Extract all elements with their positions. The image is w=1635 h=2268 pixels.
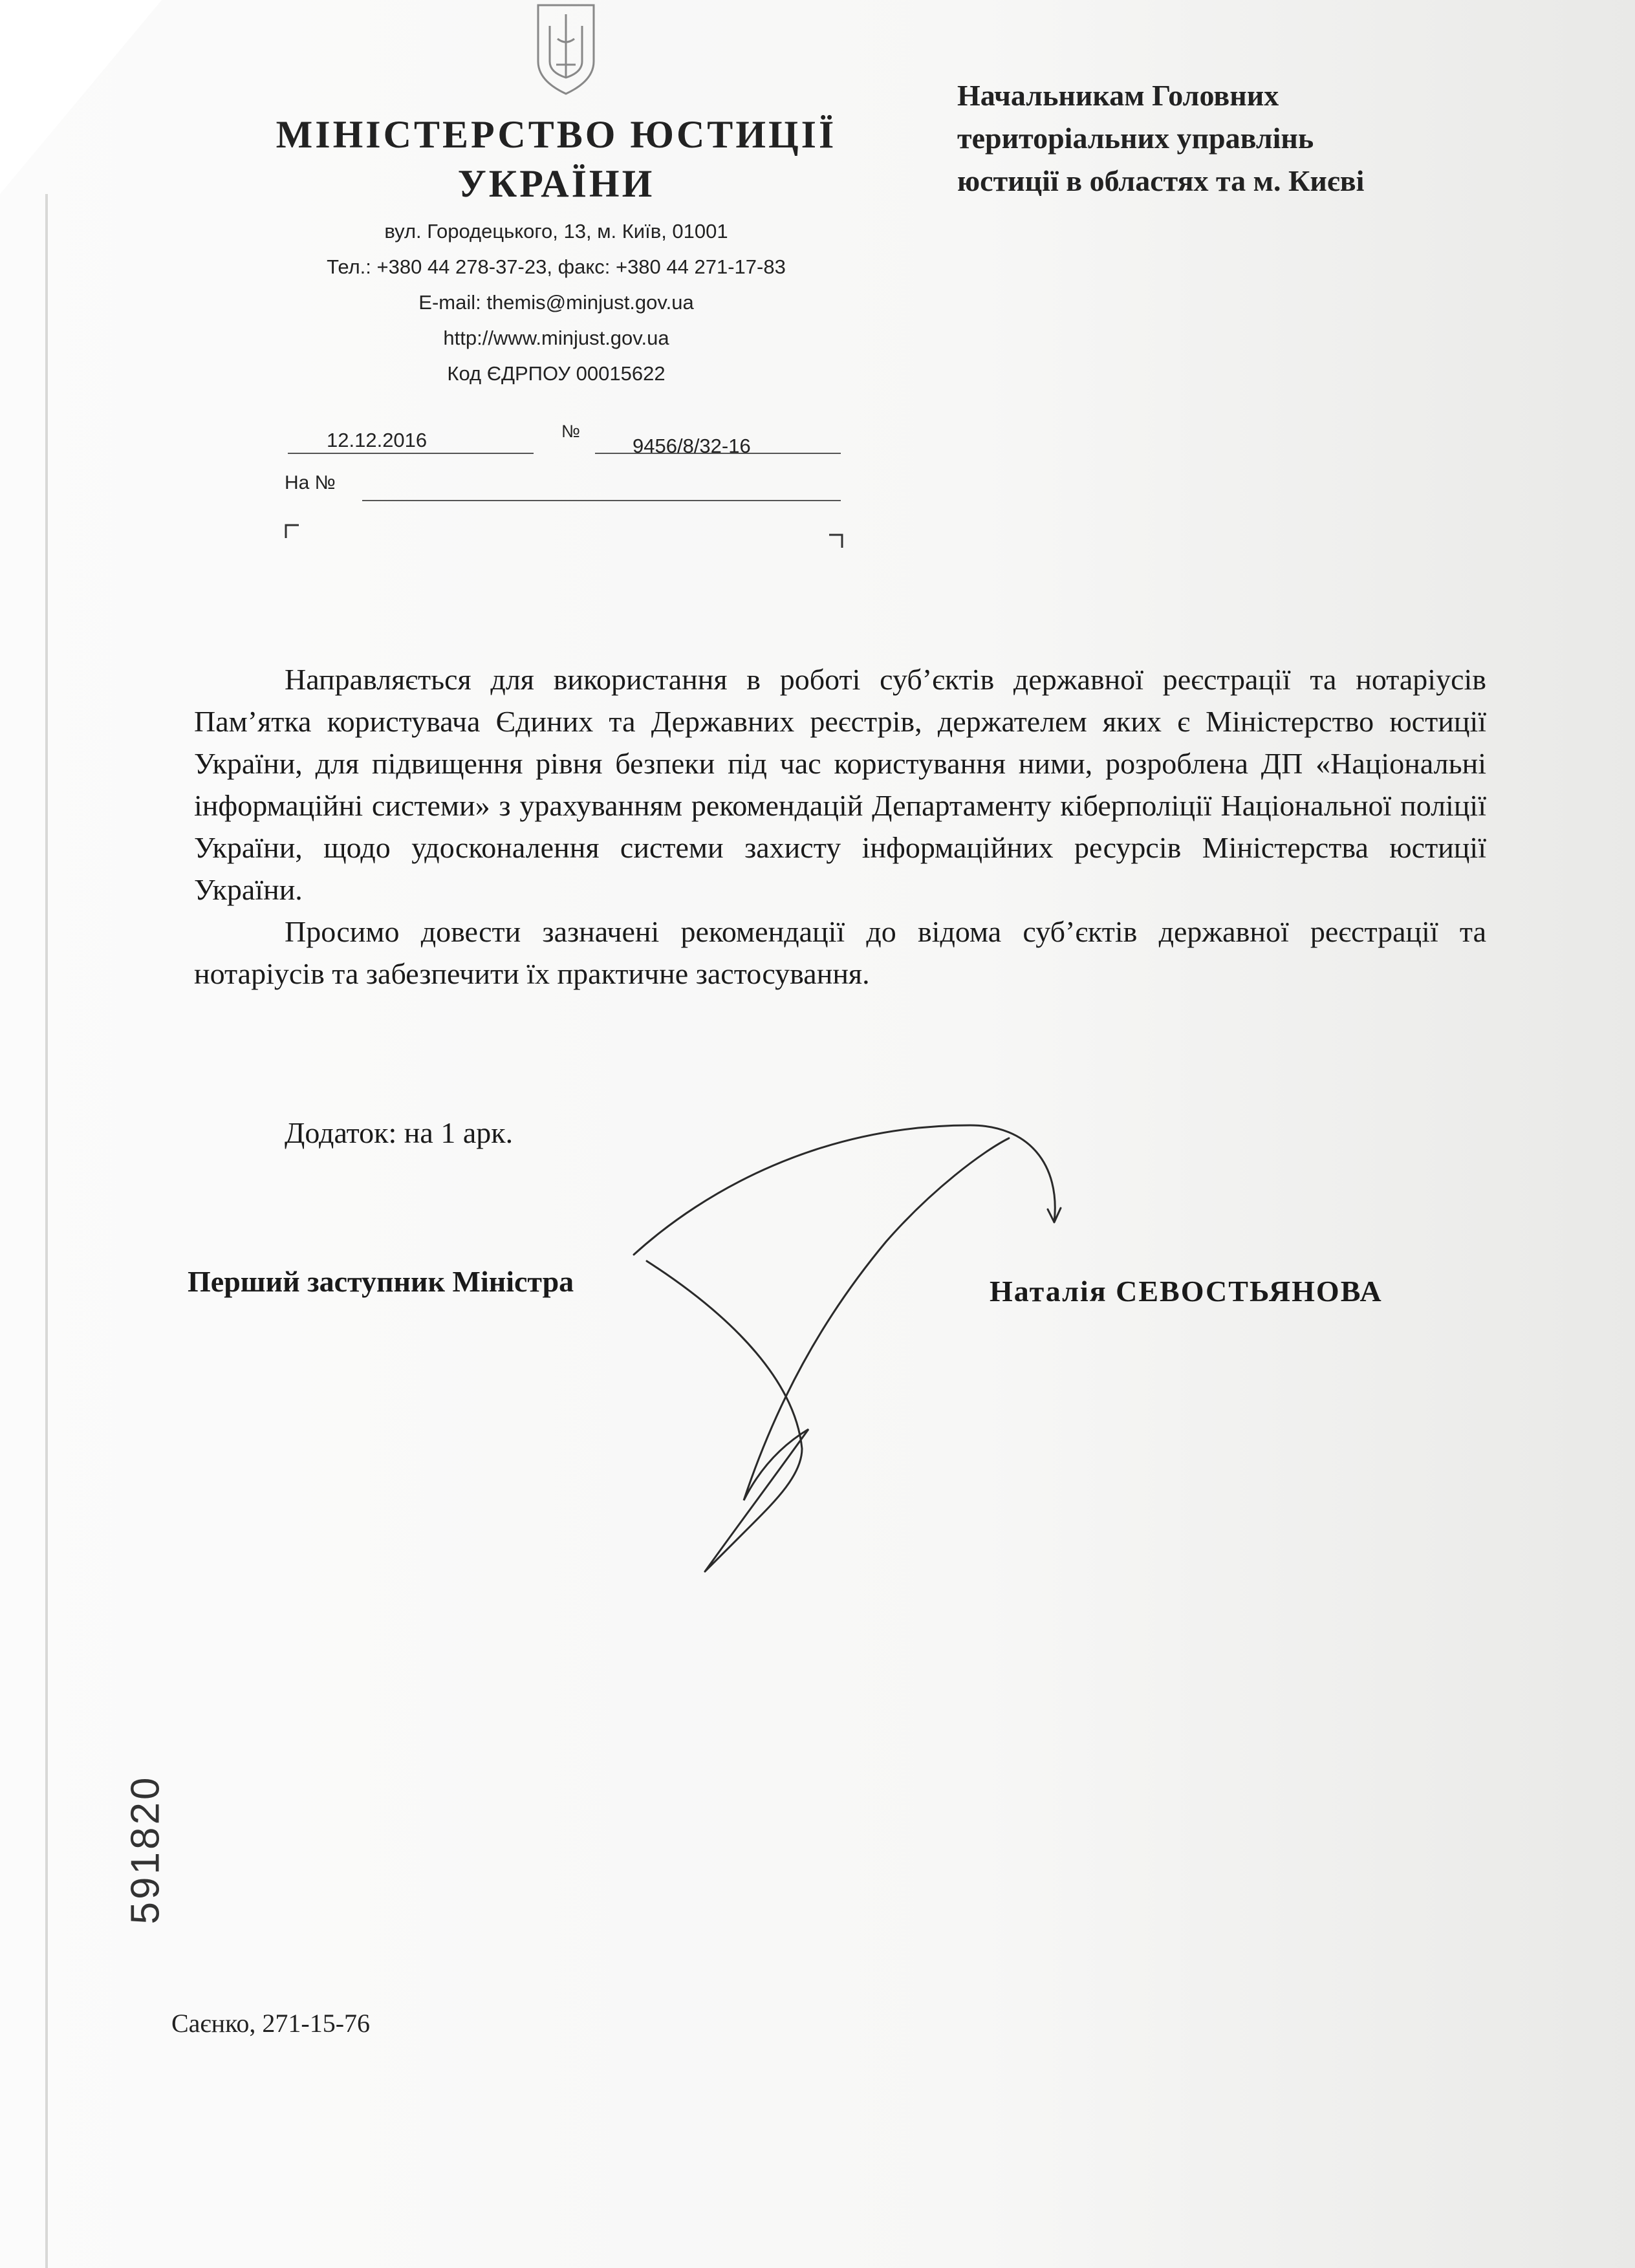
incoming-number: 591820 xyxy=(123,1775,168,1925)
phone-fax: Тел.: +380 44 278-37-23, факс: +380 44 271-17-83 xyxy=(327,255,786,278)
corner-mark-left-icon xyxy=(285,524,299,538)
website: http://www.minjust.gov.ua xyxy=(443,327,669,349)
addressee-block xyxy=(957,74,1572,202)
registration-date: 12.12.2016 xyxy=(327,429,428,451)
coat-of-arms-icon xyxy=(530,0,601,97)
ministry-name-line1: МІНІСТЕРСТВО ЮСТИЦІЇ xyxy=(276,113,837,156)
annex-note: Додаток: на 1 арк. xyxy=(285,1116,514,1149)
body-paragraph-1: Направляється для використання в роботі суб’єктів державної реєстрації та нотаріусів Пам’ятка користувача Єдиних та Державних реєстрів, держателем яких є Міністерство юстиції України, для підвищення рівня безпеки під час користування ними, розроблена ДП «Національні інформаційні системи» з урахуванням рекомендацій Департаменту кіберполіції Національної поліції України, щодо удосконалення системи захисту інформаційних ресурсів Міністерства юстиції України. xyxy=(194,663,1486,906)
letter-body xyxy=(194,658,1486,995)
corner-mark-right-icon xyxy=(829,534,843,548)
address: вул. Городецького, 13, м. Київ, 01001 xyxy=(384,220,728,243)
edrpou-code: Код ЄДРПОУ 00015622 xyxy=(447,362,666,385)
ministry-contacts xyxy=(233,213,880,391)
incoming-number-stamp xyxy=(116,1759,175,1940)
handwritten-signature xyxy=(608,1112,1125,1584)
folded-corner xyxy=(0,0,162,194)
registration-number-label: № xyxy=(561,422,580,441)
addressee-line2: територіальних управлінь xyxy=(957,122,1314,155)
ministry-name xyxy=(233,110,880,208)
body-paragraph-2: Просимо довести зазначені рекомендації до відома суб’єктів державної реєстрації та нотаріусів та забезпечити їх практичне застосування. xyxy=(194,915,1486,990)
email: E-mail: themis@minjust.gov.ua xyxy=(418,291,694,314)
signatory-name: Наталія СЕВОСТЬЯНОВА xyxy=(990,1275,1383,1308)
date-underline xyxy=(288,453,534,454)
executor-contact: Саєнко, 271-15-76 xyxy=(171,2009,371,2038)
reply-to-label: На № xyxy=(285,472,336,493)
signatory-title: Перший заступник Міністра xyxy=(188,1265,574,1298)
addressee-line3: юстиції в областях та м. Києві xyxy=(957,164,1365,197)
reply-to-underline xyxy=(362,500,841,501)
registration-number: 9456/8/32-16 xyxy=(633,435,751,457)
addressee-line1: Начальникам Головних xyxy=(957,79,1279,112)
page-edge xyxy=(45,194,48,2268)
ministry-name-line2: УКРАЇНИ xyxy=(457,162,655,205)
